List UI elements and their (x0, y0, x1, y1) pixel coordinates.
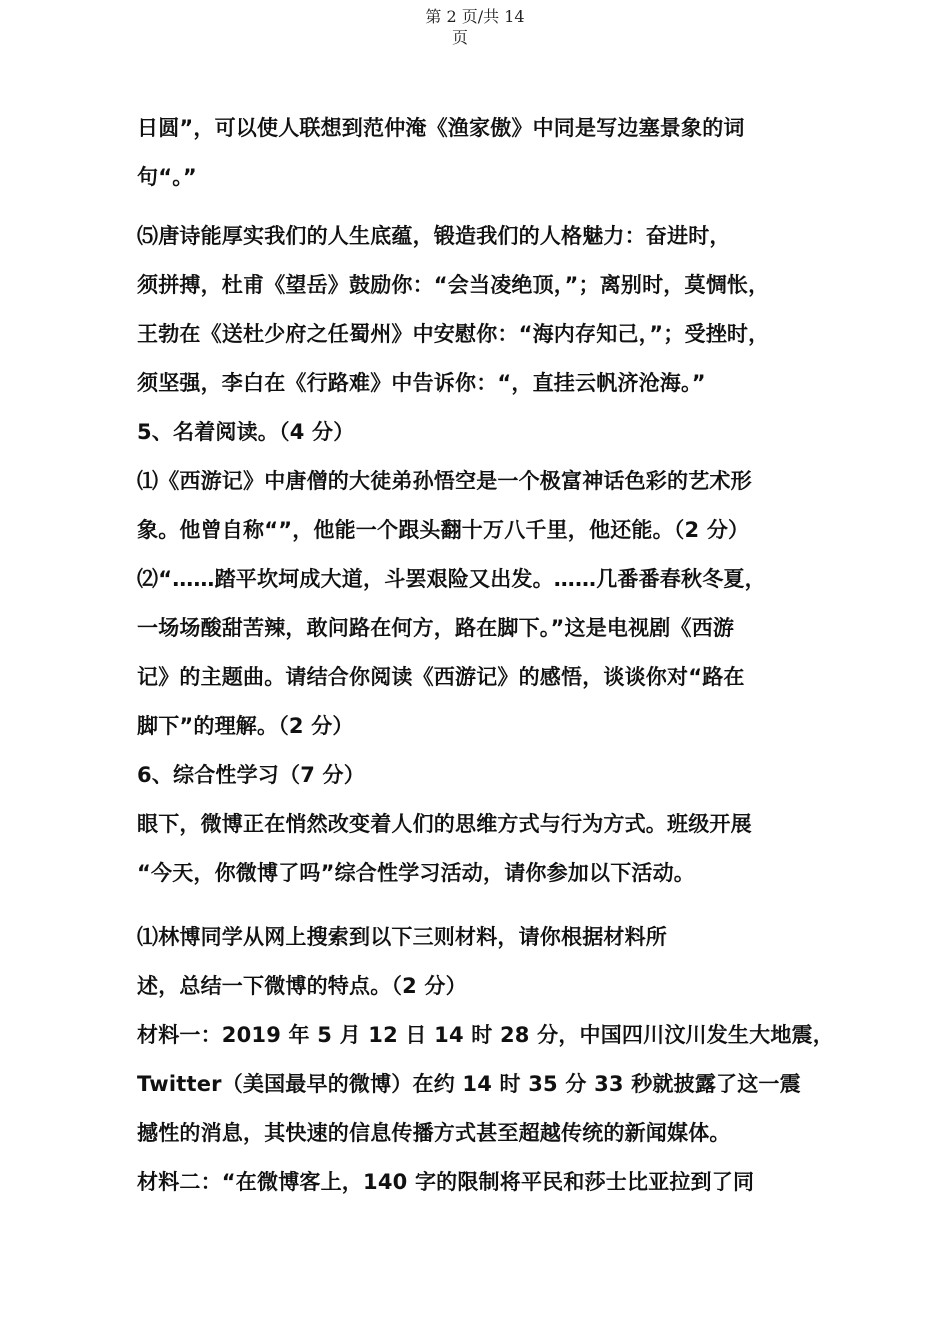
document-body (137, 104, 837, 1207)
question-5-item: ⑸唐诗能厚实我们的人生底蕴，锻造我们的人格魅力：奋进时， (137, 224, 731, 248)
page-number-line2: 页 (451, 28, 468, 47)
material-paragraph: 材料二：“在微博客上，140 字的限制将平民和莎士比亚拉到了同 (137, 1170, 755, 1194)
question-item: ⑴林博同学从网上搜索到以下三则材料，请你根据材料所 (137, 925, 667, 949)
text-line: 须拼搏，杜甫《望岳》鼓励你：“会当凌绝顶，”；离别时，莫惆怅， (137, 273, 770, 297)
text-line: 一场场酸甜苦辣，敢问路在何方，路在脚下。”这是电视剧《西游 (137, 616, 735, 640)
material-paragraph: 材料一：2019 年 5 月 12 日 14 时 28 分，中国四川汶川发生大地震， (137, 1023, 834, 1047)
question-item: ⑴《西游记》中唐僧的大徒弟孙悟空是一个极富神话色彩的艺术形 (137, 469, 752, 493)
text-line: 须坚强，李白在《行路难》中告诉你：“，直挂云帆济沧海。” (137, 371, 706, 395)
text-line: 日圆”，可以使人联想到范仲淹《渔家傲》中同是写边塞景象的词 (137, 116, 745, 140)
section-heading: 5、名着阅读。（4 分） (137, 420, 355, 444)
text-line: 眼下，微博正在悄然改变着人们的思维方式与行为方式。班级开展 (137, 812, 752, 836)
page-number-header (0, 6, 950, 48)
text-line: 述，总结一下微博的特点。（2 分） (137, 974, 467, 998)
text-line: 记》的主题曲。请结合你阅读《西游记》的感悟，谈谈你对“路在 (137, 665, 745, 689)
text-line: 王勃在《送杜少府之任蜀州》中安慰你：“海内存知己，”；受挫时， (137, 322, 770, 346)
section-heading: 6、综合性学习（7 分） (137, 763, 365, 787)
text-line: 脚下”的理解。（2 分） (137, 714, 354, 738)
page-number-line1: 第 2 页/共 14 (425, 7, 525, 26)
text-line: “今天，你微博了吗”综合性学习活动，请你参加以下活动。 (137, 861, 696, 885)
question-item: ⑵“……踏平坎坷成大道，斗罢艰险又出发。……几番番春秋冬夏， (137, 567, 766, 591)
text-line: 象。他曾自称“”，他能一个跟头翻十万八千里，他还能。（2 分） (137, 518, 750, 542)
text-line: Twitter（美国最早的微博）在约 14 时 35 分 33 秒就披露了这一震 (137, 1072, 801, 1096)
text-line: 句“。” (137, 165, 197, 189)
text-line: 撼性的消息，其快速的信息传播方式甚至超越传统的新闻媒体。 (137, 1121, 731, 1145)
